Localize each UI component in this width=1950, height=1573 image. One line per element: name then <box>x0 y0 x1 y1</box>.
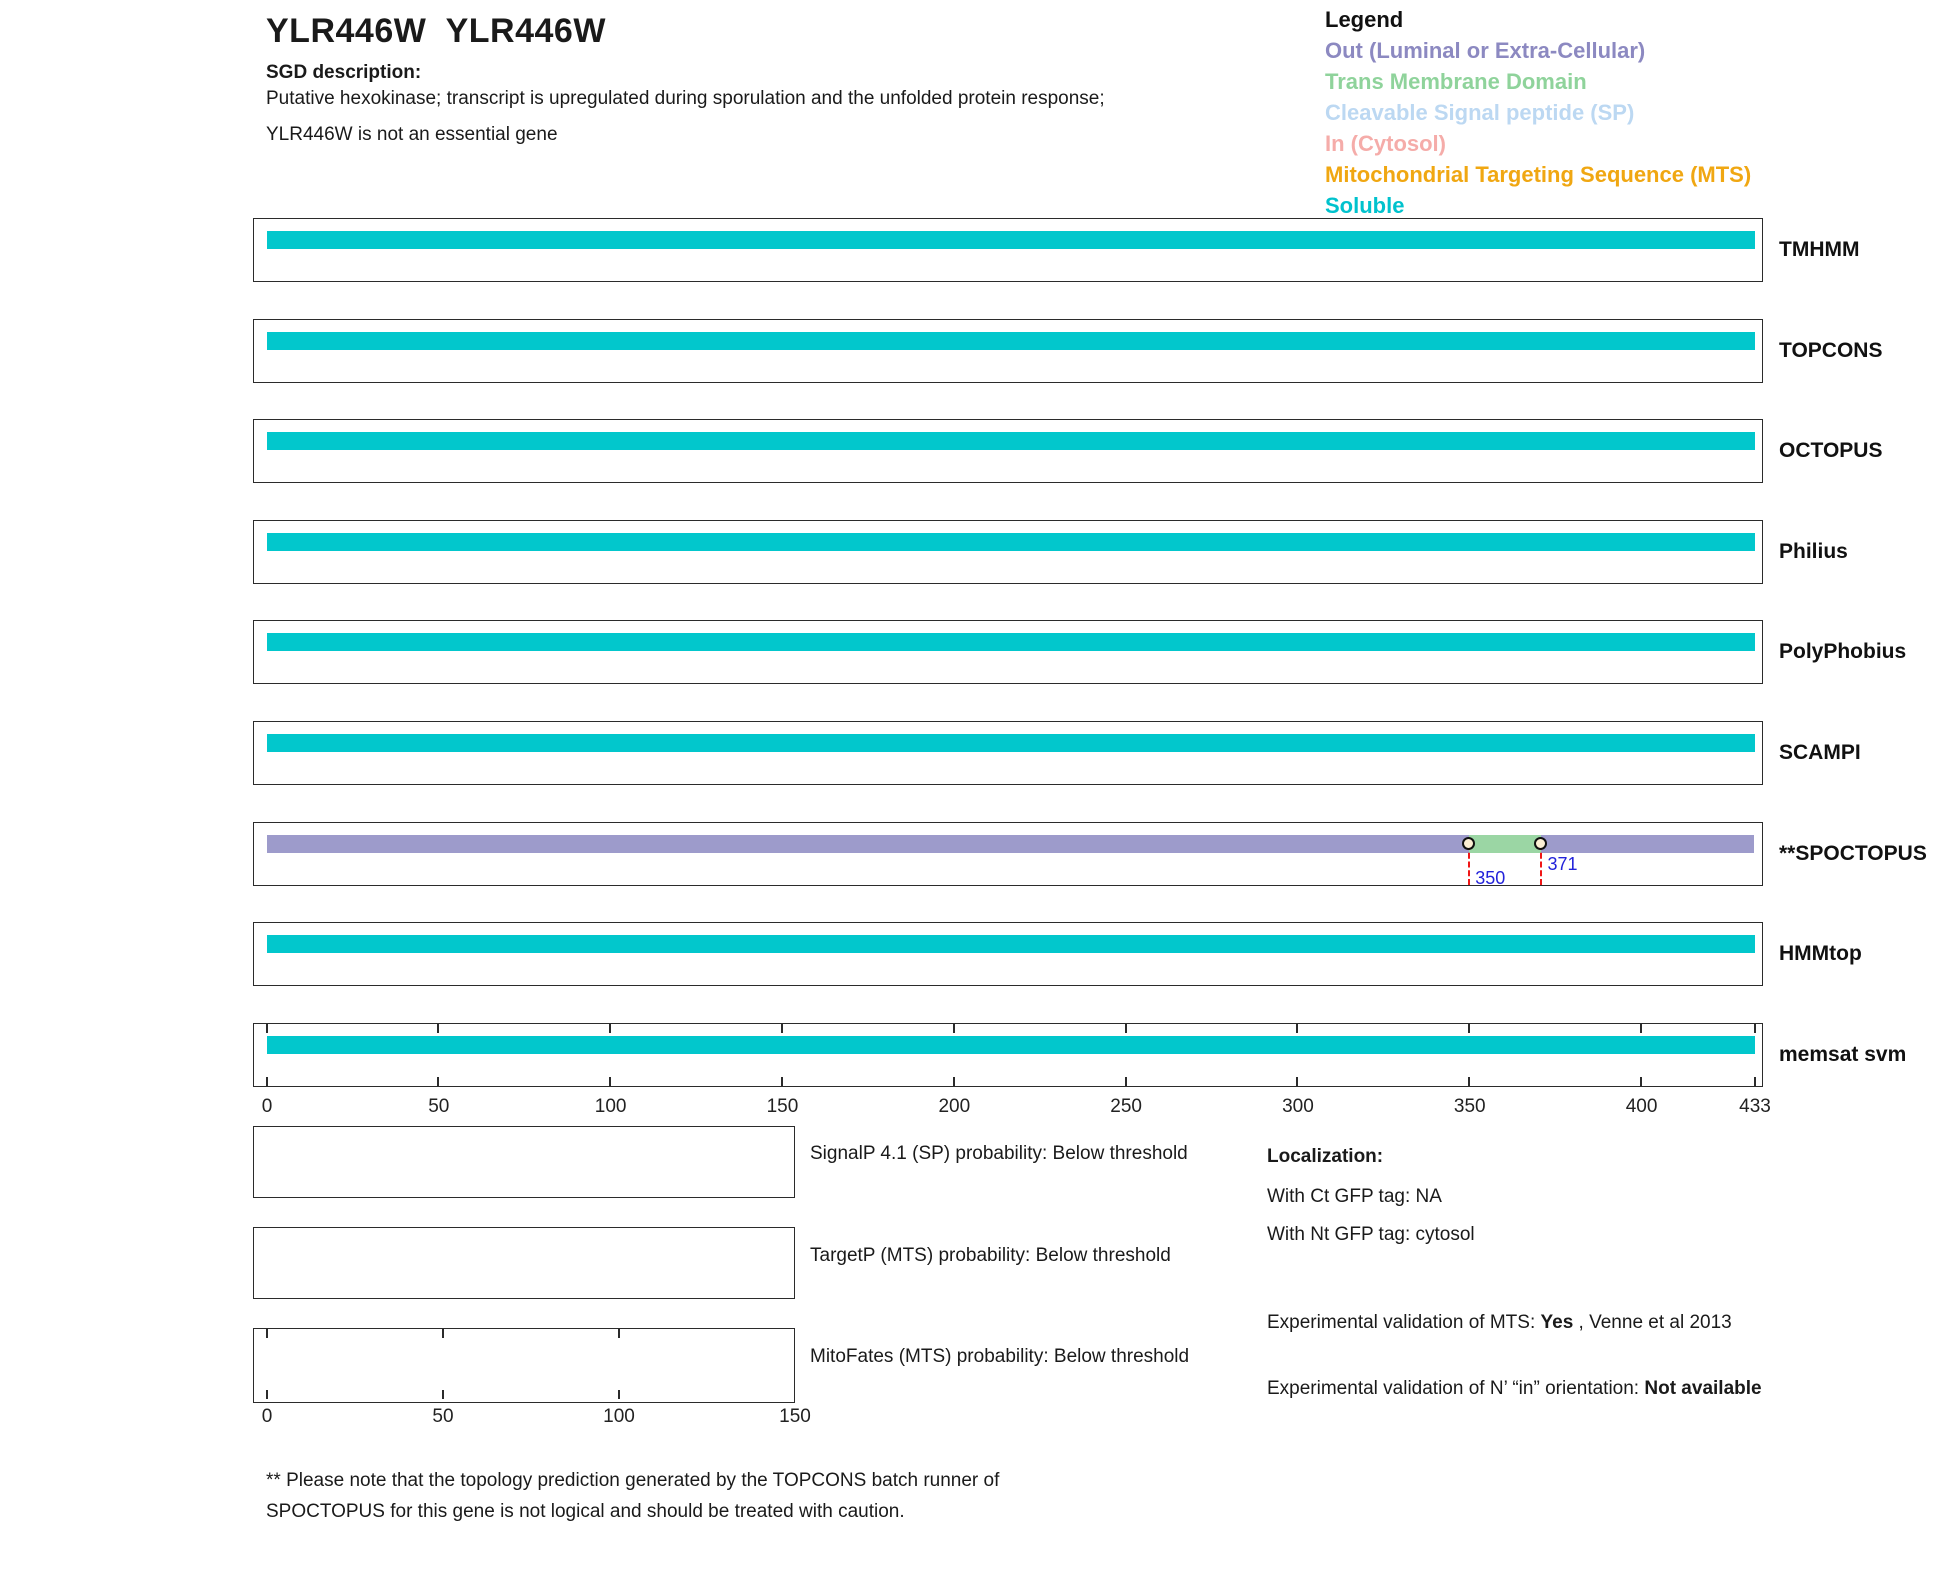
localization-nt-gfp: With Nt GFP tag: cytosol <box>1267 1224 1475 1245</box>
region-out <box>1541 835 1754 853</box>
legend <box>1325 4 1751 221</box>
region-soluble <box>267 935 1755 953</box>
signalp-caption: SignalP 4.1 (SP) probability: Below threshold <box>810 1143 1188 1164</box>
x-axis-label: 300 <box>1282 1096 1314 1117</box>
x-axis-label: 50 <box>428 1096 450 1117</box>
track-box--spoctopus <box>253 822 1763 886</box>
localization-ct-gfp: With Ct GFP tag: NA <box>1267 1186 1442 1207</box>
mts-validation-line <box>1267 1312 1732 1334</box>
x-axis-label: 0 <box>261 1096 273 1117</box>
x-axis-label: 100 <box>594 1096 627 1117</box>
footnote-line2: SPOCTOPUS for this gene is not logical and should be treated with caution. <box>266 1501 905 1522</box>
axis-tick <box>781 1077 783 1086</box>
axis-tick <box>953 1024 955 1033</box>
orientation-prefix: Experimental validation of N’ “in” orientation: <box>1267 1378 1645 1399</box>
track-label-octopus: OCTOPUS <box>1779 439 1883 462</box>
mito-axis-tick <box>266 1390 268 1399</box>
tm-boundary-dropline <box>1540 844 1542 885</box>
mito-axis-label: 100 <box>603 1406 635 1427</box>
sgd-description-label: SGD description: <box>266 62 422 83</box>
axis-tick <box>953 1077 955 1086</box>
region-soluble <box>267 734 1755 752</box>
track-box-octopus <box>253 419 1763 483</box>
mito-axis-tick <box>618 1390 620 1399</box>
axis-tick <box>437 1024 439 1033</box>
track-label-hmmtop: HMMtop <box>1779 942 1862 965</box>
axis-tick <box>266 1024 268 1033</box>
localization-heading: Localization: <box>1267 1146 1384 1167</box>
axis-tick <box>266 1077 268 1086</box>
x-axis-label: 350 <box>1453 1096 1486 1117</box>
axis-tick <box>1125 1024 1127 1033</box>
mts-validation-prefix: Experimental validation of MTS: <box>1267 1312 1541 1333</box>
region-soluble <box>267 1036 1755 1054</box>
track-box-polyphobius <box>253 620 1763 684</box>
mitofates-caption: MitoFates (MTS) probability: Below threshold <box>810 1346 1190 1367</box>
legend-item-3: Cleavable Signal peptide (SP) <box>1325 100 1635 125</box>
axis-tick <box>437 1077 439 1086</box>
x-axis-label: 200 <box>938 1096 971 1117</box>
mts-validation-value: Yes <box>1540 1312 1574 1333</box>
tm-boundary-dropline <box>1468 844 1470 885</box>
axis-tick <box>1468 1077 1470 1086</box>
axis-tick <box>609 1024 611 1033</box>
track-label-topcons: TOPCONS <box>1779 339 1883 362</box>
orientation-value: Not available <box>1644 1378 1762 1399</box>
tm-boundary-label: 371 <box>1547 854 1578 874</box>
legend-item-1: Out (Luminal or Extra-Cellular) <box>1325 38 1646 63</box>
sgd-description-line1: Putative hexokinase; transcript is upregulated during sporulation and the unfolded protein response; <box>266 88 1105 109</box>
mts-validation-suffix: , Venne et al 2013 <box>1573 1312 1732 1333</box>
sgd-description-line2: YLR446W is not an essential gene <box>266 124 558 145</box>
region-soluble <box>267 231 1755 249</box>
track-box-hmmtop <box>253 922 1763 986</box>
region-soluble <box>267 332 1755 350</box>
axis-tick <box>1754 1077 1756 1086</box>
x-axis-label: 250 <box>1110 1096 1142 1117</box>
mito-axis-tick <box>442 1329 444 1338</box>
mito-axis-label: 50 <box>432 1406 454 1427</box>
page-title: YLR446W YLR446W <box>266 12 606 50</box>
x-axis-label: 400 <box>1625 1096 1658 1117</box>
axis-tick <box>1296 1024 1298 1033</box>
track-box-memsat-svm <box>253 1023 1763 1087</box>
mito-axis-tick <box>442 1390 444 1399</box>
track-label-polyphobius: PolyPhobius <box>1779 640 1907 663</box>
legend-item-2: Trans Membrane Domain <box>1325 69 1587 94</box>
mitofates-plot-box <box>253 1328 795 1403</box>
axis-tick <box>1296 1077 1298 1086</box>
legend-item-5: Mitochondrial Targeting Sequence (MTS) <box>1325 162 1752 187</box>
x-axis-label: 433 <box>1739 1096 1771 1117</box>
tm-boundary-label: 350 <box>1475 868 1506 888</box>
x-axis-label: 150 <box>766 1096 799 1117</box>
track-label-scampi: SCAMPI <box>1779 741 1861 764</box>
region-soluble <box>267 633 1755 651</box>
axis-tick <box>1640 1077 1642 1086</box>
signalp-plot-box <box>253 1126 795 1198</box>
axis-tick <box>609 1077 611 1086</box>
legend-item-6: Soluble <box>1325 193 1405 218</box>
track-label--spoctopus: **SPOCTOPUS <box>1779 842 1927 865</box>
targetp-caption: TargetP (MTS) probability: Below threshold <box>810 1245 1171 1266</box>
legend-item-4: In (Cytosol) <box>1325 131 1446 156</box>
track-box-tmhmm <box>253 218 1763 282</box>
track-box-philius <box>253 520 1763 584</box>
footnote-line1: ** Please note that the topology prediction generated by the TOPCONS batch runner of <box>266 1470 1000 1491</box>
region-soluble <box>267 533 1755 551</box>
track-label-philius: Philius <box>1779 540 1848 563</box>
track-label-tmhmm: TMHMM <box>1779 238 1860 261</box>
orientation-validation-line <box>1267 1372 1767 1405</box>
track-label-memsat-svm: memsat svm <box>1779 1043 1907 1066</box>
axis-tick <box>1468 1024 1470 1033</box>
axis-tick <box>1754 1024 1756 1033</box>
legend-title: Legend <box>1325 7 1404 32</box>
targetp-plot-box <box>253 1227 795 1299</box>
region-soluble <box>267 432 1755 450</box>
mito-axis-tick <box>618 1329 620 1338</box>
region-tm <box>1469 835 1541 853</box>
track-box-topcons <box>253 319 1763 383</box>
mito-axis-label: 0 <box>261 1406 273 1427</box>
region-out <box>267 835 1470 853</box>
axis-tick <box>1125 1077 1127 1086</box>
axis-tick <box>781 1024 783 1033</box>
mito-axis-tick <box>266 1329 268 1338</box>
track-box-scampi <box>253 721 1763 785</box>
mito-axis-label: 150 <box>779 1406 811 1427</box>
axis-tick <box>1640 1024 1642 1033</box>
